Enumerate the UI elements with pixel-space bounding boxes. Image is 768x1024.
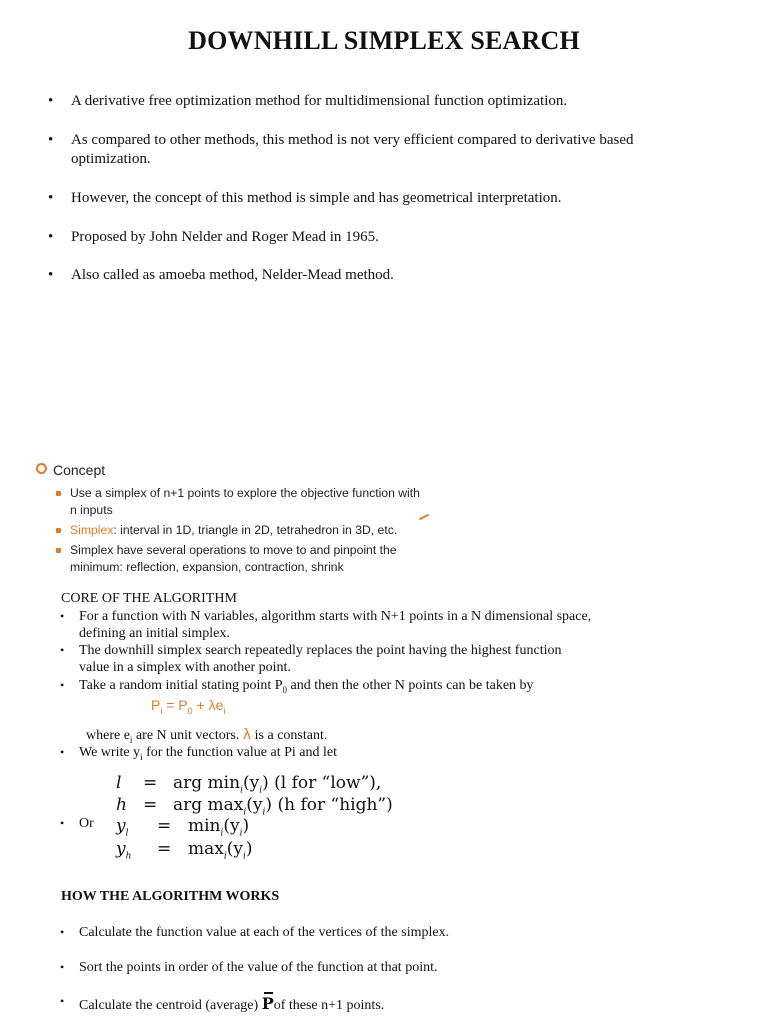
simplex-term: Simplex: [70, 523, 114, 537]
centroid-symbol: P: [261, 994, 274, 1013]
math-row-high: h = arg $\max_i(y_i)$ (h for “high”): [116, 795, 393, 818]
bullet: •: [48, 190, 54, 206]
bullet: •: [60, 994, 65, 1008]
bullet: •: [48, 93, 54, 109]
bullet: •: [60, 816, 65, 830]
concept-heading: Concept: [36, 462, 105, 478]
bullet: •: [60, 960, 65, 974]
page-title: DOWNHILL SIMPLEX SEARCH: [188, 26, 580, 55]
bullet: •: [48, 229, 54, 245]
where-line: where $e_i$ are N unit vectors. λ is a constant.: [86, 727, 328, 745]
core-heading: CORE OF THE ALGORITHM: [61, 591, 237, 606]
lambda-symbol: λ: [242, 727, 252, 743]
math-row-yhigh: $y_h$ = $\max_i(y_i)$: [116, 839, 253, 862]
or-line: • Or: [60, 816, 94, 831]
initial-point-formula: $P_i = P_0 + \lambda e_i$: [151, 697, 226, 716]
math-row-low: l = arg $\min_i(y_i)$ (l for “low”),: [116, 773, 382, 796]
square-bullet-icon: [56, 548, 61, 553]
bullet: •: [60, 643, 65, 657]
bullet: •: [60, 678, 65, 692]
bullet: •: [60, 925, 65, 939]
how-heading: HOW THE ALGORITHM WORKS: [61, 889, 280, 904]
we-write-line: • We write $y_i$ for the function value at Pi and let: [60, 745, 337, 762]
bullet: •: [48, 132, 54, 148]
square-bullet-icon: [56, 491, 61, 496]
square-bullet-icon: [56, 528, 61, 533]
bullet: •: [60, 609, 65, 623]
bullet: •: [48, 267, 54, 283]
bullet: •: [60, 745, 65, 759]
math-row-ylow: $y_l$ = $\min_i(y_i)$: [116, 816, 250, 839]
ring-bullet-icon: [36, 463, 47, 474]
